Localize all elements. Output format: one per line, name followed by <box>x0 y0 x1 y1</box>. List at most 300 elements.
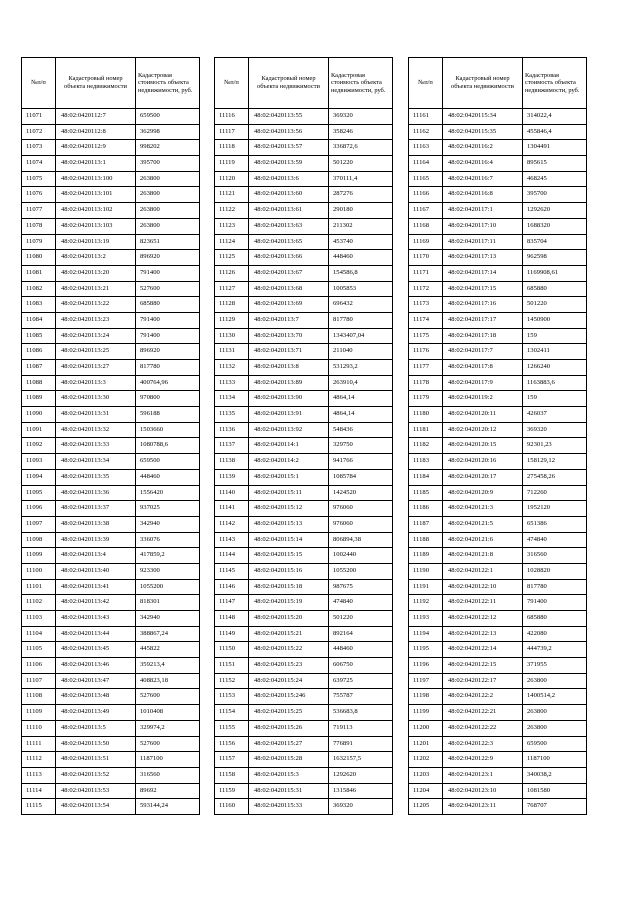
cadastral-value: 468245 <box>523 171 587 187</box>
row-number: 11118 <box>215 140 249 156</box>
table-row <box>22 407 200 423</box>
cadastral-value: 453740 <box>329 234 393 250</box>
cadastral-value: 548436 <box>329 422 393 438</box>
cadastral-number: 48:02:0420113:27 <box>56 360 136 376</box>
row-number: 11198 <box>409 689 443 705</box>
cadastral-value: 1080788,6 <box>136 438 200 454</box>
table-row <box>215 328 393 344</box>
table-row <box>215 218 393 234</box>
row-number: 11108 <box>22 689 56 705</box>
table-row <box>22 720 200 736</box>
cadastral-value: 1292620 <box>523 203 587 219</box>
cadastral-value: 606750 <box>329 658 393 674</box>
table-row <box>409 109 587 125</box>
table-row <box>409 407 587 423</box>
cadastral-value: 263800 <box>136 187 200 203</box>
row-number: 11146 <box>215 579 249 595</box>
row-number: 11171 <box>409 265 443 281</box>
column-header-cadastral-value: Кадастровая стоимость объекта недвижимости, руб. <box>523 58 587 109</box>
cadastral-number: 48:02:0420115:19 <box>249 595 329 611</box>
cadastral-value: 1002440 <box>329 548 393 564</box>
cadastral-number: 48:02:0420113:42 <box>56 595 136 611</box>
row-number: 11205 <box>409 799 443 815</box>
cadastral-value: 501220 <box>523 297 587 313</box>
table-row <box>22 391 200 407</box>
row-number: 11127 <box>215 281 249 297</box>
table-row <box>409 469 587 485</box>
cadastral-number: 48:02:0420113:4 <box>56 548 136 564</box>
cadastral-number: 48:02:0420115:11 <box>249 485 329 501</box>
cadastral-number: 48:02:0420113:102 <box>56 203 136 219</box>
table-row <box>215 485 393 501</box>
cadastral-number: 48:02:0420115:35 <box>443 124 523 140</box>
cadastral-number: 48:02:0420115:13 <box>249 516 329 532</box>
table-row <box>409 171 587 187</box>
cadastral-value: 768707 <box>523 799 587 815</box>
row-number: 11084 <box>22 312 56 328</box>
cadastral-number: 48:02:0420123:11 <box>443 799 523 815</box>
table-row <box>215 563 393 579</box>
cadastral-value: 976060 <box>329 501 393 517</box>
row-number: 11175 <box>409 328 443 344</box>
row-number: 11194 <box>409 626 443 642</box>
table-row <box>22 454 200 470</box>
row-number: 11136 <box>215 422 249 438</box>
row-number: 11119 <box>215 156 249 172</box>
table-row <box>22 752 200 768</box>
row-number: 11173 <box>409 297 443 313</box>
cadastral-value: 895615 <box>523 156 587 172</box>
cadastral-number: 48:02:0420117:16 <box>443 297 523 313</box>
cadastral-number: 48:02:0420113:38 <box>56 516 136 532</box>
table-row <box>215 673 393 689</box>
row-number: 11161 <box>409 109 443 125</box>
cadastral-value: 316560 <box>523 548 587 564</box>
table-row <box>215 203 393 219</box>
cadastral-value: 696432 <box>329 297 393 313</box>
row-number: 11073 <box>22 140 56 156</box>
row-number: 11082 <box>22 281 56 297</box>
column-header-cadastral-number: Кадастровый номер объекта недвижимости <box>249 58 329 109</box>
cadastral-number: 48:02:0420117:7 <box>443 344 523 360</box>
cadastral-value: 806894,38 <box>329 532 393 548</box>
cadastral-number: 48:02:0420115:26 <box>249 720 329 736</box>
table-row <box>22 422 200 438</box>
table-row <box>215 799 393 815</box>
table-row <box>215 312 393 328</box>
cadastral-value: 685880 <box>523 611 587 627</box>
register-table-2 <box>214 57 393 815</box>
table-row <box>409 124 587 140</box>
row-number: 11182 <box>409 438 443 454</box>
cadastral-value: 1055200 <box>329 563 393 579</box>
cadastral-value: 408823,18 <box>136 673 200 689</box>
row-number: 11089 <box>22 391 56 407</box>
cadastral-number: 48:02:0420113:30 <box>56 391 136 407</box>
row-number: 11099 <box>22 548 56 564</box>
cadastral-number: 48:02:0420113:59 <box>249 156 329 172</box>
table-row <box>215 783 393 799</box>
cadastral-number: 48:02:0420112:8 <box>56 124 136 140</box>
cadastral-value: 659500 <box>136 454 200 470</box>
cadastral-number: 48:02:0420112:7 <box>56 109 136 125</box>
cadastral-value: 791400 <box>136 265 200 281</box>
column-header-number: №п/п <box>409 58 443 109</box>
row-number: 11140 <box>215 485 249 501</box>
cadastral-value: 501220 <box>329 156 393 172</box>
table-row <box>215 767 393 783</box>
table-row <box>215 187 393 203</box>
cadastral-value: 791400 <box>523 595 587 611</box>
cadastral-number: 48:02:0420113:32 <box>56 422 136 438</box>
table-row <box>409 203 587 219</box>
cadastral-number: 48:02:0420113:69 <box>249 297 329 313</box>
cadastral-value: 817780 <box>329 312 393 328</box>
cadastral-value: 962598 <box>523 250 587 266</box>
table-row <box>215 360 393 376</box>
cadastral-number: 48:02:0420121:3 <box>443 501 523 517</box>
cadastral-value: 362998 <box>136 124 200 140</box>
row-number: 11172 <box>409 281 443 297</box>
cadastral-number: 48:02:0420121:6 <box>443 532 523 548</box>
row-number: 11191 <box>409 579 443 595</box>
cadastral-value: 444739,2 <box>523 642 587 658</box>
row-number: 11179 <box>409 391 443 407</box>
cadastral-value: 395700 <box>523 187 587 203</box>
row-number: 11131 <box>215 344 249 360</box>
cadastral-number: 48:02:0420116:2 <box>443 140 523 156</box>
cadastral-number: 48:02:0420113:49 <box>56 705 136 721</box>
cadastral-number: 48:02:0420123:1 <box>443 767 523 783</box>
table-row <box>409 234 587 250</box>
row-number: 11101 <box>22 579 56 595</box>
row-number: 11100 <box>22 563 56 579</box>
cadastral-value: 1266240 <box>523 360 587 376</box>
table-row <box>215 469 393 485</box>
cadastral-value: 1556420 <box>136 485 200 501</box>
cadastral-number: 48:02:0420113:92 <box>249 422 329 438</box>
table-row <box>409 767 587 783</box>
cadastral-value: 371955 <box>523 658 587 674</box>
row-number: 11098 <box>22 532 56 548</box>
row-number: 11138 <box>215 454 249 470</box>
row-number: 11178 <box>409 375 443 391</box>
table-row <box>215 234 393 250</box>
cadastral-number: 48:02:0420121:8 <box>443 548 523 564</box>
table-row <box>22 469 200 485</box>
table-row <box>409 532 587 548</box>
cadastral-value: 892164 <box>329 626 393 642</box>
table-row <box>22 344 200 360</box>
row-number: 11183 <box>409 454 443 470</box>
table-row <box>215 407 393 423</box>
cadastral-number: 48:02:0420113:43 <box>56 611 136 627</box>
table-row <box>22 360 200 376</box>
table-row <box>22 328 200 344</box>
table-row <box>215 579 393 595</box>
cadastral-value: 89692 <box>136 783 200 799</box>
table-row <box>215 375 393 391</box>
row-number: 11110 <box>22 720 56 736</box>
cadastral-number: 48:02:0420115:33 <box>249 799 329 815</box>
cadastral-value: 329750 <box>329 438 393 454</box>
cadastral-number: 48:02:0420113:47 <box>56 673 136 689</box>
cadastral-number: 48:02:0420117:14 <box>443 265 523 281</box>
row-number: 11075 <box>22 171 56 187</box>
row-number: 11085 <box>22 328 56 344</box>
table-row <box>215 391 393 407</box>
table-row <box>215 265 393 281</box>
row-number: 11117 <box>215 124 249 140</box>
cadastral-number: 48:02:0420115:27 <box>249 736 329 752</box>
row-number: 11120 <box>215 171 249 187</box>
row-number: 11114 <box>22 783 56 799</box>
cadastral-number: 48:02:0420115:22 <box>249 642 329 658</box>
cadastral-number: 48:02:0420113:71 <box>249 344 329 360</box>
cadastral-value: 791400 <box>136 312 200 328</box>
table-row <box>215 532 393 548</box>
cadastral-value: 1292620 <box>329 767 393 783</box>
cadastral-number: 48:02:0420120:11 <box>443 407 523 423</box>
row-number: 11107 <box>22 673 56 689</box>
cadastral-value: 1005853 <box>329 281 393 297</box>
cadastral-value: 1343407,04 <box>329 328 393 344</box>
row-number: 11139 <box>215 469 249 485</box>
row-number: 11157 <box>215 752 249 768</box>
row-number: 11116 <box>215 109 249 125</box>
table-row <box>22 281 200 297</box>
table-row <box>409 297 587 313</box>
cadastral-number: 48:02:0420113:89 <box>249 375 329 391</box>
cadastral-number: 48:02:0420113:6 <box>249 171 329 187</box>
row-number: 11105 <box>22 642 56 658</box>
row-number: 11149 <box>215 626 249 642</box>
cadastral-number: 48:02:0420117:1 <box>443 203 523 219</box>
cadastral-value: 818301 <box>136 595 200 611</box>
cadastral-number: 48:02:0420115:12 <box>249 501 329 517</box>
row-number: 11122 <box>215 203 249 219</box>
table-row <box>215 501 393 517</box>
cadastral-value: 211302 <box>329 218 393 234</box>
cadastral-number: 48:02:0420115:18 <box>249 579 329 595</box>
row-number: 11092 <box>22 438 56 454</box>
table-row <box>409 187 587 203</box>
cadastral-value: 527600 <box>136 281 200 297</box>
register-table-3 <box>408 57 587 815</box>
cadastral-value: 1187100 <box>136 752 200 768</box>
cadastral-value: 835704 <box>523 234 587 250</box>
table-row <box>22 736 200 752</box>
cadastral-value: 426037 <box>523 407 587 423</box>
row-number: 11072 <box>22 124 56 140</box>
cadastral-number: 48:02:0420113:100 <box>56 171 136 187</box>
table-row <box>215 689 393 705</box>
cadastral-number: 48:02:0420115:24 <box>249 673 329 689</box>
cadastral-value: 659500 <box>136 109 200 125</box>
cadastral-value: 1085784 <box>329 469 393 485</box>
column-header-cadastral-number: Кадастровый номер объекта недвижимости <box>56 58 136 109</box>
row-number: 11155 <box>215 720 249 736</box>
cadastral-number: 48:02:0420113:65 <box>249 234 329 250</box>
cadastral-number: 48:02:0420113:52 <box>56 767 136 783</box>
cadastral-number: 48:02:0420113:55 <box>249 109 329 125</box>
row-number: 11087 <box>22 360 56 376</box>
cadastral-value: 1187100 <box>523 752 587 768</box>
table-row <box>409 783 587 799</box>
cadastral-value: 263910,4 <box>329 375 393 391</box>
cadastral-number: 48:02:0420113:21 <box>56 281 136 297</box>
row-number: 11143 <box>215 532 249 548</box>
row-number: 11147 <box>215 595 249 611</box>
cadastral-value: 336872,6 <box>329 140 393 156</box>
cadastral-value: 329974,2 <box>136 720 200 736</box>
row-number: 11181 <box>409 422 443 438</box>
cadastral-number: 48:02:0420122:22 <box>443 720 523 736</box>
table-row <box>409 516 587 532</box>
cadastral-number: 48:02:0420113:22 <box>56 297 136 313</box>
table-row <box>409 344 587 360</box>
row-number: 11151 <box>215 658 249 674</box>
cadastral-value: 263800 <box>136 203 200 219</box>
row-number: 11164 <box>409 156 443 172</box>
cadastral-number: 48:02:0420113:1 <box>56 156 136 172</box>
cadastral-number: 48:02:0420113:31 <box>56 407 136 423</box>
table-row <box>22 218 200 234</box>
row-number: 11126 <box>215 265 249 281</box>
cadastral-value: 340038,2 <box>523 767 587 783</box>
row-number: 11083 <box>22 297 56 313</box>
cadastral-number: 48:02:0420116:4 <box>443 156 523 172</box>
cadastral-number: 48:02:0420115:1 <box>249 469 329 485</box>
table-row <box>215 516 393 532</box>
table-row <box>409 720 587 736</box>
cadastral-value: 1952120 <box>523 501 587 517</box>
row-number: 11159 <box>215 783 249 799</box>
header-row <box>409 58 587 109</box>
table-row <box>409 626 587 642</box>
row-number: 11088 <box>22 375 56 391</box>
cadastral-value: 417859,2 <box>136 548 200 564</box>
row-number: 11130 <box>215 328 249 344</box>
row-number: 11152 <box>215 673 249 689</box>
cadastral-number: 48:02:0420113:23 <box>56 312 136 328</box>
row-number: 11148 <box>215 611 249 627</box>
row-number: 11081 <box>22 265 56 281</box>
cadastral-value: 531293,2 <box>329 360 393 376</box>
table-row <box>215 642 393 658</box>
table-row <box>409 752 587 768</box>
cadastral-value: 336076 <box>136 532 200 548</box>
cadastral-value: 314022,4 <box>523 109 587 125</box>
cadastral-value: 817780 <box>136 360 200 376</box>
row-number: 11132 <box>215 360 249 376</box>
cadastral-number: 48:02:0420113:57 <box>249 140 329 156</box>
header-row <box>215 58 393 109</box>
cadastral-number: 48:02:0420117:11 <box>443 234 523 250</box>
row-number: 11144 <box>215 548 249 564</box>
cadastral-number: 48:02:0420117:17 <box>443 312 523 328</box>
cadastral-number: 48:02:0420115:14 <box>249 532 329 548</box>
row-number: 11112 <box>22 752 56 768</box>
cadastral-value: 342940 <box>136 611 200 627</box>
row-number: 11106 <box>22 658 56 674</box>
row-number: 11142 <box>215 516 249 532</box>
table-row <box>409 454 587 470</box>
table-row <box>409 579 587 595</box>
column-header-number: №п/п <box>22 58 56 109</box>
row-number: 11109 <box>22 705 56 721</box>
cadastral-value: 158129,12 <box>523 454 587 470</box>
cadastral-number: 48:02:0420113:45 <box>56 642 136 658</box>
cadastral-value: 448460 <box>136 469 200 485</box>
table-row <box>22 642 200 658</box>
row-number: 11167 <box>409 203 443 219</box>
table-row <box>22 250 200 266</box>
cadastral-value: 651386 <box>523 516 587 532</box>
cadastral-value: 1010408 <box>136 705 200 721</box>
cadastral-value: 1304491 <box>523 140 587 156</box>
table-row <box>215 720 393 736</box>
cadastral-value: 998202 <box>136 140 200 156</box>
cadastral-number: 48:02:0420122:10 <box>443 579 523 595</box>
cadastral-value: 1028820 <box>523 563 587 579</box>
cadastral-value: 159 <box>523 391 587 407</box>
row-number: 11185 <box>409 485 443 501</box>
cadastral-number: 48:02:0420113:35 <box>56 469 136 485</box>
table-row <box>409 140 587 156</box>
cadastral-number: 48:02:0420120:15 <box>443 438 523 454</box>
table-row <box>22 516 200 532</box>
cadastral-number: 48:02:0420113:44 <box>56 626 136 642</box>
cadastral-value: 263800 <box>136 171 200 187</box>
row-number: 11200 <box>409 720 443 736</box>
cadastral-number: 48:02:0420113:68 <box>249 281 329 297</box>
cadastral-number: 48:02:0420113:53 <box>56 783 136 799</box>
table-row <box>215 454 393 470</box>
row-number: 11080 <box>22 250 56 266</box>
table-row <box>409 375 587 391</box>
table-row <box>215 250 393 266</box>
table-row <box>22 658 200 674</box>
row-number: 11188 <box>409 532 443 548</box>
row-number: 11115 <box>22 799 56 815</box>
cadastral-number: 48:02:0420120:16 <box>443 454 523 470</box>
cadastral-value: 823651 <box>136 234 200 250</box>
cadastral-number: 48:02:0420121:5 <box>443 516 523 532</box>
cadastral-number: 48:02:0420122:11 <box>443 595 523 611</box>
column-header-cadastral-value: Кадастровая стоимость объекта недвижимости, руб. <box>136 58 200 109</box>
table-row <box>409 438 587 454</box>
row-number: 11091 <box>22 422 56 438</box>
cadastral-value: 395700 <box>136 156 200 172</box>
row-number: 11189 <box>409 548 443 564</box>
cadastral-value: 527600 <box>136 689 200 705</box>
cadastral-value: 1169908,61 <box>523 265 587 281</box>
cadastral-value: 455846,4 <box>523 124 587 140</box>
row-number: 11176 <box>409 344 443 360</box>
cadastral-value: 755787 <box>329 689 393 705</box>
cadastral-value: 596188 <box>136 407 200 423</box>
row-number: 11124 <box>215 234 249 250</box>
cadastral-number: 48:02:0420113:37 <box>56 501 136 517</box>
table-row <box>22 124 200 140</box>
row-number: 11156 <box>215 736 249 752</box>
cadastral-number: 48:02:0420120:17 <box>443 469 523 485</box>
cadastral-value: 896920 <box>136 250 200 266</box>
row-number: 11128 <box>215 297 249 313</box>
row-number: 11153 <box>215 689 249 705</box>
cadastral-number: 48:02:0420115:20 <box>249 611 329 627</box>
